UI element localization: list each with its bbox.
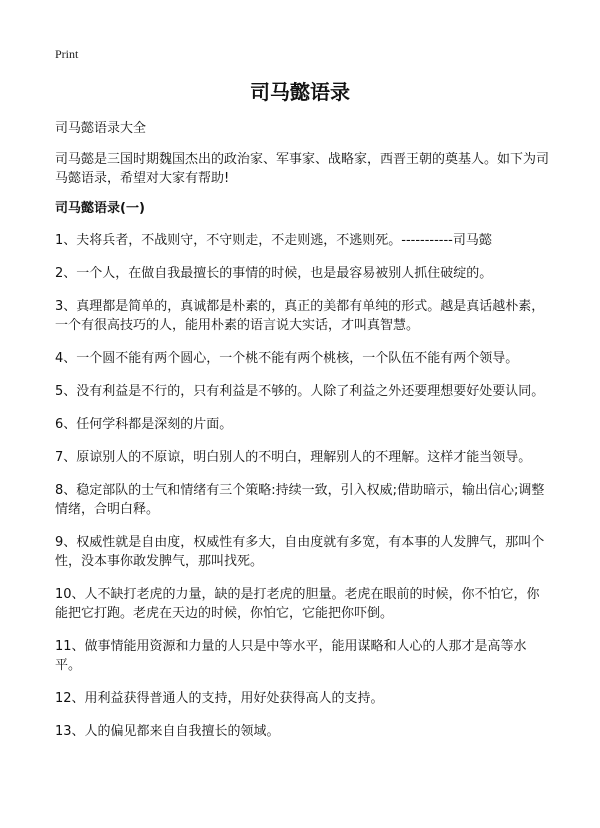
print-link[interactable]: Print: [55, 47, 79, 61]
quote-item: 7、原谅别人的不原谅，明白别人的不明白，理解别人的不理解。这样才能当领导。: [55, 450, 532, 465]
quote-item: 5、没有利益是不行的，只有利益是不够的。人除了利益之外还要理想要好处要认同。: [55, 384, 545, 399]
quote-item: 12、用利益获得普通人的支持，用好处获得高人的支持。: [55, 691, 384, 706]
intro-paragraph: 司马懿是三国时期魏国杰出的政治家、军事家、战略家，西晋王朝的奠基人。如下为司马懿语录，希望对大家有帮助!: [55, 152, 550, 186]
quote-item: 1、夫将兵者，不战则守，不守则走，不走则逃，不逃则死。-----------司马懿: [55, 233, 492, 248]
quote-list: [55, 231, 550, 755]
quote-item: 6、任何学科都是深刻的片面。: [55, 417, 233, 432]
quote-item: 8、稳定部队的士气和情绪有三个策略:持续一致，引入权威;借助暗示，输出信心;调整情绪，合明白释。: [55, 483, 545, 517]
quote-item: 9、权威性就是自由度，权威性有多大，自由度就有多宽，有本事的人发脾气，那叫个性，没本事你敢发脾气，那叫找死。: [55, 535, 545, 569]
section-heading: 司马懿语录(一): [55, 201, 145, 216]
quote-item: 4、一个圆不能有两个圆心，一个桃不能有两个桃核，一个队伍不能有两个领导。: [55, 351, 519, 366]
quote-item: 13、人的偏见都来自自我擅长的领域。: [55, 724, 280, 739]
page-title: 司马懿语录: [250, 80, 350, 104]
quote-item: 10、人不缺打老虎的力量，缺的是打老虎的胆量。老虎在眼前的时候，你不怕它，你能把它打跑。老虎在天边的时候，你怕它，它能把你吓倒。: [55, 587, 540, 621]
quote-item: 11、做事情能用资源和力量的人只是中等水平，能用谋略和人心的人那才是高等水平。: [55, 639, 527, 673]
quote-item: 2、一个人，在做自我最擅长的事情的时候，也是最容易被别人抓住破绽的。: [55, 266, 493, 281]
subtitle: 司马懿语录大全: [55, 121, 147, 136]
quote-item: 3、真理都是简单的，真诚都是朴素的，真正的美都有单纯的形式。越是真话越朴素，一个有很高技巧的人，能用朴素的语言说大实话，才叫真智慧。: [55, 299, 545, 333]
